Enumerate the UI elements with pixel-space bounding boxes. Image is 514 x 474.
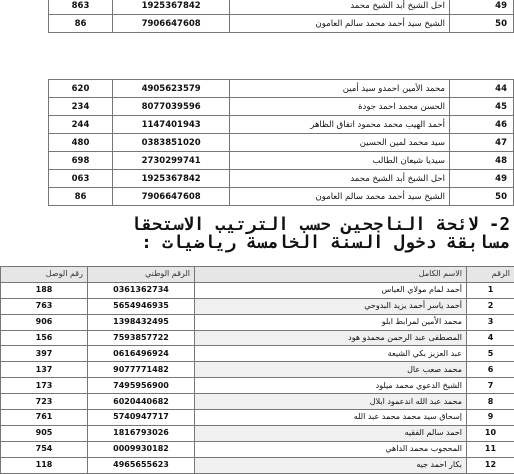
header-receipt: رقم الوصل bbox=[1, 267, 88, 283]
section-heading-line1: 2- لائحة الناجحين حسب الترتيب الاستحقا bbox=[131, 215, 510, 235]
name-cell: الشيخ الدعوي محمد ميلود bbox=[195, 378, 467, 394]
header-full-name: الاسم الكامل bbox=[195, 267, 467, 283]
table-row bbox=[1, 314, 514, 330]
name-cell: سيد محمد لمين الحسين bbox=[230, 134, 450, 152]
name-cell: إسحاق سيد محمد محمد عبد الله bbox=[195, 410, 467, 426]
name-cell: محمد الأمين لمرابط ابلو bbox=[195, 314, 467, 330]
receipt-cell: 173 bbox=[1, 378, 88, 394]
national-id-cell: 0361362734 bbox=[88, 282, 195, 298]
table-row bbox=[1, 441, 514, 457]
table-row bbox=[1, 410, 514, 426]
national-id-cell: 4965655623 bbox=[88, 457, 195, 473]
results-table-grade5-math bbox=[0, 266, 514, 474]
national-id-cell: 8077039596 bbox=[112, 98, 229, 116]
rank-cell: 5 bbox=[467, 346, 514, 362]
name-cell: سيديا شيعان الطالب bbox=[230, 152, 450, 170]
name-cell: بكار احمد جيه bbox=[195, 457, 467, 473]
rank-cell: 46 bbox=[449, 116, 513, 134]
results-table-middle bbox=[48, 79, 514, 206]
rank-cell: 48 bbox=[449, 152, 513, 170]
rank-cell: 11 bbox=[467, 441, 514, 457]
rank-cell: 47 bbox=[449, 134, 513, 152]
table-row bbox=[49, 134, 514, 152]
rank-cell: 49 bbox=[449, 170, 513, 188]
name-cell: احمد سالم الفقيه bbox=[195, 425, 467, 441]
rank-cell: 8 bbox=[467, 394, 514, 410]
code-cell: 244 bbox=[49, 116, 113, 134]
name-cell: محمد صعب عال bbox=[195, 362, 467, 378]
section-heading-line2: مسابقة دخول السنة الخامسة رياضيات : bbox=[141, 233, 510, 253]
receipt-cell: 905 bbox=[1, 425, 88, 441]
receipt-cell: 761 bbox=[1, 410, 88, 426]
receipt-cell: 118 bbox=[1, 457, 88, 473]
table-row bbox=[49, 152, 514, 170]
name-cell: المحجوب محمد الداهي bbox=[195, 441, 467, 457]
national-id-cell: 7495956900 bbox=[88, 378, 195, 394]
rank-cell: 50 bbox=[449, 188, 513, 206]
receipt-cell: 188 bbox=[1, 282, 88, 298]
name-cell: محمد عبد الله اندعمود ابلال bbox=[195, 394, 467, 410]
national-id-cell: 9077771482 bbox=[88, 362, 195, 378]
national-id-cell: 1925367842 bbox=[112, 170, 229, 188]
national-id-cell: 0009930182 bbox=[88, 441, 195, 457]
code-cell: 698 bbox=[49, 152, 113, 170]
table-header-row bbox=[1, 267, 514, 283]
rank-cell: 4 bbox=[467, 330, 514, 346]
receipt-cell: 763 bbox=[1, 298, 88, 314]
national-id-cell: 1925367842 bbox=[112, 0, 229, 15]
national-id-cell: 6020440682 bbox=[88, 394, 195, 410]
rank-cell: 1 bbox=[467, 282, 514, 298]
code-cell: 620 bbox=[49, 80, 113, 98]
code-cell: 863 bbox=[49, 0, 113, 15]
table-row bbox=[49, 98, 514, 116]
table-row bbox=[1, 457, 514, 473]
rank-cell: 44 bbox=[449, 80, 513, 98]
name-cell: المصطفى عبد الرحمن محمدو هود bbox=[195, 330, 467, 346]
name-cell: الحسن محمد احمد جودة bbox=[230, 98, 450, 116]
name-cell: أحمد الهيب محمد محمود اتفاق الظاهر bbox=[230, 116, 450, 134]
name-cell: أحمد لمام مولاي العباس bbox=[195, 282, 467, 298]
national-id-cell: 4905623579 bbox=[112, 80, 229, 98]
table-row bbox=[49, 170, 514, 188]
name-cell: الشيخ سيد أحمد محمد سالم العامون bbox=[230, 15, 450, 33]
table-row bbox=[1, 425, 514, 441]
national-id-cell: 5654946935 bbox=[88, 298, 195, 314]
table-row bbox=[49, 80, 514, 98]
receipt-cell: 137 bbox=[1, 362, 88, 378]
national-id-cell: 7906647608 bbox=[112, 188, 229, 206]
header-rank: الرقم bbox=[467, 267, 514, 283]
table-row bbox=[1, 362, 514, 378]
name-cell: محمد الأمين احمدو سيد أمين bbox=[230, 80, 450, 98]
receipt-cell: 156 bbox=[1, 330, 88, 346]
code-cell: 063 bbox=[49, 170, 113, 188]
code-cell: 480 bbox=[49, 134, 113, 152]
table-row bbox=[1, 330, 514, 346]
header-national-id: الرقم الوطني bbox=[88, 267, 195, 283]
name-cell: احل الشيخ أبد الشيخ محمد bbox=[230, 170, 450, 188]
receipt-cell: 723 bbox=[1, 394, 88, 410]
code-cell: 86 bbox=[49, 188, 113, 206]
table-row bbox=[1, 346, 514, 362]
rank-cell: 9 bbox=[467, 410, 514, 426]
receipt-cell: 397 bbox=[1, 346, 88, 362]
table-row bbox=[1, 394, 514, 410]
table-row bbox=[49, 15, 514, 33]
national-id-cell: 1398432495 bbox=[88, 314, 195, 330]
rank-cell: 12 bbox=[467, 457, 514, 473]
national-id-cell: 5740947717 bbox=[88, 410, 195, 426]
national-id-cell: 0616496924 bbox=[88, 346, 195, 362]
code-cell: 86 bbox=[49, 15, 113, 33]
table-row bbox=[49, 0, 514, 15]
name-cell: الشيخ سيد أحمد محمد سالم العامون bbox=[230, 188, 450, 206]
table-row bbox=[1, 378, 514, 394]
national-id-cell: 7906647608 bbox=[112, 15, 229, 33]
results-table-top bbox=[48, 0, 514, 33]
national-id-cell: 1816793026 bbox=[88, 425, 195, 441]
rank-cell: 50 bbox=[449, 15, 513, 33]
rank-cell: 6 bbox=[467, 362, 514, 378]
national-id-cell: 1147401943 bbox=[112, 116, 229, 134]
table-row bbox=[49, 116, 514, 134]
name-cell: عبد العزيز بكي الشيعة bbox=[195, 346, 467, 362]
name-cell: أحمد ياسر أحمد يزيد البدوحي bbox=[195, 298, 467, 314]
rank-cell: 10 bbox=[467, 425, 514, 441]
receipt-cell: 754 bbox=[1, 441, 88, 457]
receipt-cell: 906 bbox=[1, 314, 88, 330]
name-cell: احل الشيخ أبد الشيخ محمد bbox=[230, 0, 450, 15]
rank-cell: 49 bbox=[449, 0, 513, 15]
table-row bbox=[1, 298, 514, 314]
code-cell: 234 bbox=[49, 98, 113, 116]
rank-cell: 7 bbox=[467, 378, 514, 394]
table-row bbox=[1, 282, 514, 298]
national-id-cell: 7593857722 bbox=[88, 330, 195, 346]
national-id-cell: 0383851020 bbox=[112, 134, 229, 152]
rank-cell: 3 bbox=[467, 314, 514, 330]
rank-cell: 2 bbox=[467, 298, 514, 314]
table-row bbox=[49, 188, 514, 206]
national-id-cell: 2730299741 bbox=[112, 152, 229, 170]
rank-cell: 45 bbox=[449, 98, 513, 116]
